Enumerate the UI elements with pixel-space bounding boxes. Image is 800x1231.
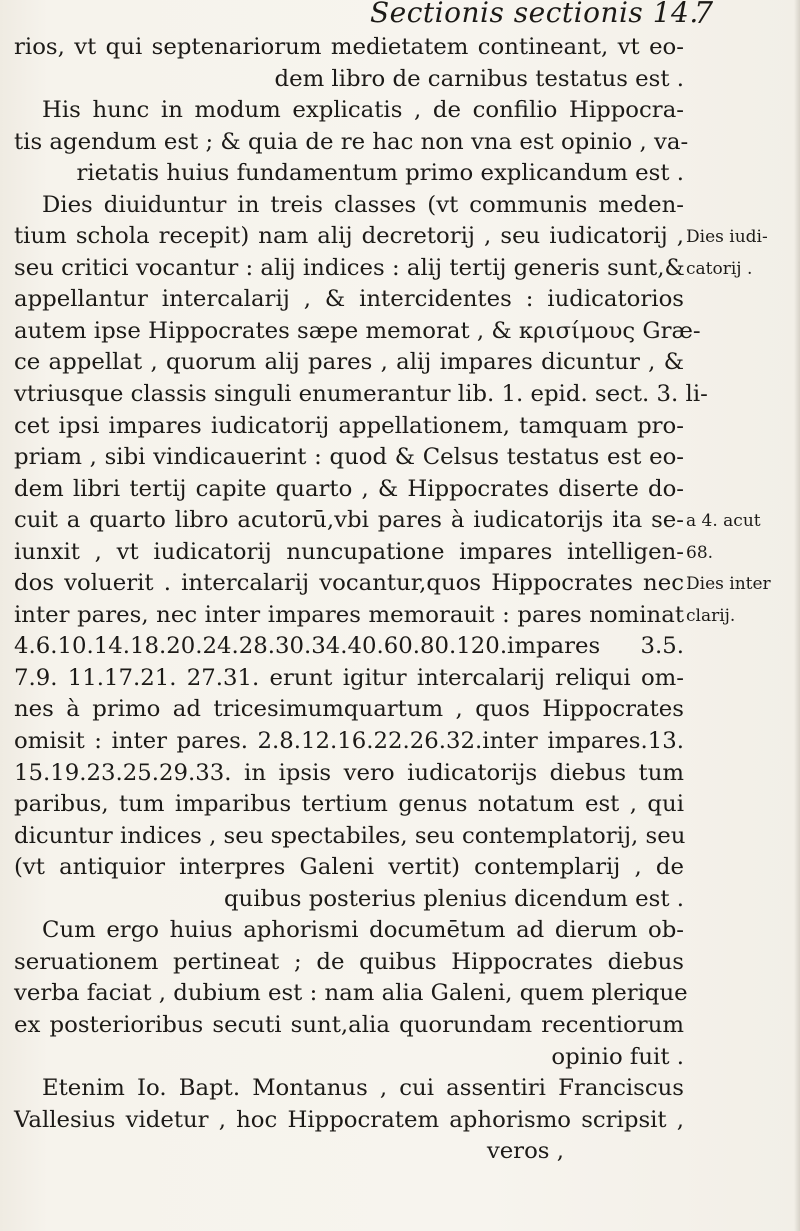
text-line: nes à primo ad tricesimumquartum , quos Hippocrates <box>14 696 684 723</box>
text-line: veros , <box>486 1138 564 1165</box>
text-line: 7.9. 11.17.21. 27.31. erunt igitur intercalarij reliqui om- <box>14 664 684 691</box>
margin-note: 68. <box>686 542 714 563</box>
text-line: seruationem pertineat ; de quibus Hippocrates diebus <box>14 948 684 975</box>
running-head: Sectionis sectionis 14. <box>370 0 699 29</box>
text-line: seu critici vocantur : alij indices : alij tertij generis sunt,& <box>14 254 685 281</box>
text-line: dem libro de carnibus testatus est . <box>274 65 684 92</box>
text-line: paribus, tum imparibus tertium genus notatum est , qui <box>14 791 684 818</box>
text-line: (vt antiquior interpres Galeni vertit) contemplarij , de <box>14 854 684 881</box>
text-line: rietatis huius fundamentum primo explicandum est . <box>76 160 684 187</box>
text-line: dem libri tertij capite quarto , & Hippocrates diserte do- <box>14 475 684 502</box>
text-line: omisit : inter pares. 2.8.12.16.22.26.32.inter impares.13. <box>14 728 684 755</box>
text-line: priam , sibi vindicauerint : quod & Celsus testatus est eo- <box>14 444 684 471</box>
page-edge-shadow <box>794 0 800 1231</box>
page-header <box>0 0 800 36</box>
text-line: opinio fuit . <box>551 1043 684 1070</box>
text-line: Cum ergo huius aphorismi documētum ad dierum ob- <box>42 917 684 944</box>
page-number: 7 <box>694 0 714 31</box>
text-line: 15.19.23.25.29.33. in ipsis vero iudicatorijs diebus tum <box>14 759 684 786</box>
text-line: quibus posterius plenius dicendum est . <box>223 885 684 912</box>
text-line: verba faciat , dubium est : nam alia Galeni, quem plerique <box>14 980 688 1007</box>
margin-note: a 4. acut <box>686 511 761 532</box>
text-line: rios, vt qui septenariorum medietatem contineant, vt eo- <box>14 34 684 60</box>
margin-note: Dies inter <box>686 574 771 595</box>
text-line: His hunc in modum explicatis , de confilio Hippocra- <box>42 97 684 124</box>
text-line: Etenim Io. Bapt. Montanus , cui assentiri Franciscus <box>42 1075 684 1102</box>
text-line: dos voluerit . intercalarij vocantur,quos Hippocrates nec <box>14 570 684 597</box>
text-line: ex posterioribus secuti sunt,alia quorundam recentiorum <box>14 1011 684 1038</box>
margin-note: Dies iudi- <box>686 227 768 248</box>
text-line: ce appellat , quorum alij pares , alij impares dicuntur , & <box>14 349 684 376</box>
text-line: autem ipse Hippocrates sæpe memorat , & κρισίμους Græ- <box>14 317 701 344</box>
text-line: vtriusque classis singuli enumerantur lib. 1. epid. sect. 3. li- <box>14 381 708 408</box>
text-line: tis agendum est ; & quia de re hac non vna est opinio , va- <box>14 128 689 155</box>
margin-note: catorij . <box>686 258 753 279</box>
text-line: Dies diuiduntur in treis classes (vt communis meden- <box>42 191 684 218</box>
text-line: cet ipsi impares iudicatorij appellationem, tamquam pro- <box>14 412 684 439</box>
text-line: iunxit , vt iudicatorij nuncupatione impares intelligen- <box>14 538 684 565</box>
text-line: Vallesius videtur , hoc Hippocratem aphorismo scripsit , <box>14 1106 684 1133</box>
text-line: 4.6.10.14.18.20.24.28.30.34.40.60.80.120.impares 3.5. <box>14 633 684 660</box>
margin-note: clarij. <box>686 605 736 626</box>
text-line: dicuntur indices , seu spectabiles, seu contemplatorij, seu <box>14 822 686 849</box>
text-line: inter pares, nec inter impares memorauit : pares nominat <box>14 601 684 628</box>
text-line: tium schola recepit) nam alij decretorij , seu iudicatorij , <box>14 223 684 250</box>
text-line: cuit a quarto libro acutorū,vbi pares à iudicatorijs ita se- <box>14 507 684 534</box>
text-line: appellantur intercalarij , & intercidentes : iudicatorios <box>14 286 684 313</box>
